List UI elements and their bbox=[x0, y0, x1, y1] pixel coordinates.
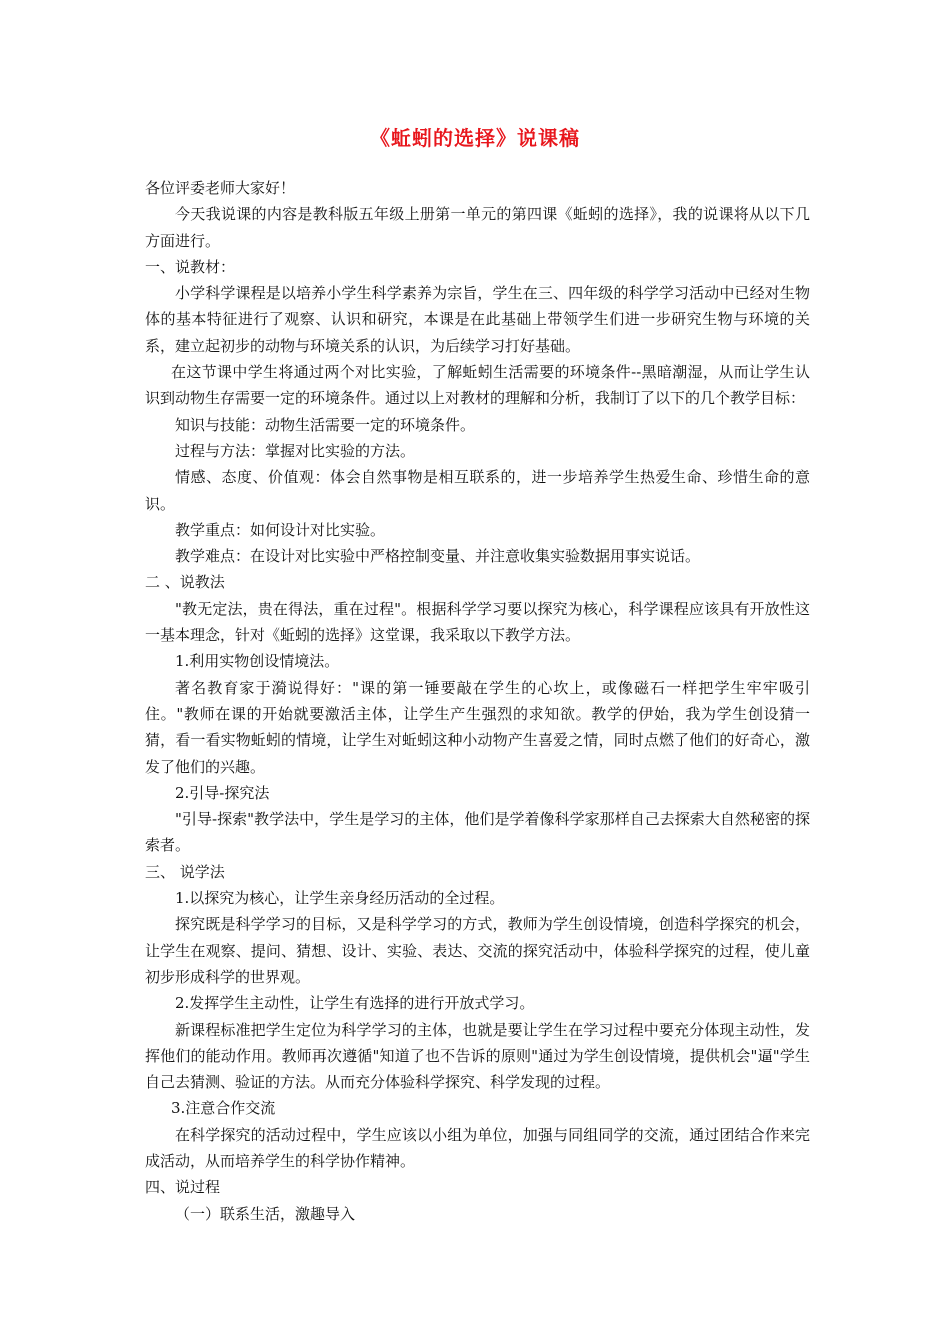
section-heading-1: 一、说教材： bbox=[145, 257, 236, 276]
paragraph: （一）联系生活，激趣导入 bbox=[175, 1204, 356, 1223]
paragraph: 过程与方法：掌握对比实验的方法。 bbox=[175, 441, 416, 460]
document-body bbox=[145, 175, 810, 1227]
paragraph: 在科学探究的活动过程中，学生应该以小组为单位，加强与同组同学的交流，通过团结合作来完成活动，从而培养学生的科学协作精神。 bbox=[145, 1125, 810, 1170]
paragraph: 教学重点：如何设计对比实验。 bbox=[175, 520, 386, 539]
paragraph: 探究既是科学学习的目标，又是科学学习的方式，教师为学生创设情境，创造科学探究的机会，让学生在观察、提问、猜想、设计、实验、表达、交流的探究活动中，体验科学探究的过程，使儿童初步形成科学的世界观。 bbox=[145, 915, 810, 986]
paragraph: "教无定法，贵在得法，重在过程"。根据科学学习要以探究为核心，科学课程应该具有开放性这一基本理念，针对《蚯蚓的选择》这堂课，我采取以下教学方法。 bbox=[145, 599, 810, 645]
paragraph: 在这节课中学生将通过两个对比实验，了解蚯蚓生活需要的环境条件--黑暗潮湿，从而让学生认识到动物生存需要一定的环境条件。通过以上对教材的理解和分析，我制订了以下的几个教学目标： bbox=[145, 363, 810, 408]
paragraph: 2.发挥学生主动性，让学生有选择的进行开放式学习。 bbox=[175, 994, 535, 1013]
intro-paragraph: 今天我说课的内容是教科版五年级上册第一单元的第四课《蚯蚓的选择》，我的说课将从以下几方面进行。 bbox=[145, 205, 810, 250]
paragraph: 3.注意合作交流 bbox=[171, 1099, 276, 1118]
greeting-paragraph: 各位评委老师大家好！ bbox=[145, 179, 296, 197]
paragraph: "引导-探索"教学法中，学生是学习的主体，他们是学着像科学家那样自己去探索大自然秘密的探索者。 bbox=[145, 810, 810, 855]
section-heading-3: 三、 说学法 bbox=[145, 862, 225, 881]
paragraph: 著名教育家于漪说得好："课的第一锤要敲在学生的心坎上，或像磁石一样把学生牢牢吸引住。"教师在课的开始就要激活主体，让学生产生强烈的求知欲。教学的伊始，我为学生创设猜一猜，看一看实物蚯蚓的情境，让学生对蚯蚓这种小动物产生喜爱之情，同时点燃了他们的好奇心，激发了他们的兴趣。 bbox=[145, 678, 810, 776]
document-title: 《蚯蚓的选择》说课稿 bbox=[370, 126, 580, 150]
section-heading-2: 二 、说教法 bbox=[145, 573, 225, 592]
paragraph: 新课程标准把学生定位为科学学习的主体，也就是要让学生在学习过程中要充分体现主动性，发挥他们的能动作用。教师再次遵循"知道了也不告诉的原则"通过为学生创设情境，提供机会"逼"学生自己去猜测、验证的方法。从而充分体验科学探究、科学发现的过程。 bbox=[145, 1020, 810, 1092]
paragraph: 教学难点：在设计对比实验中严格控制变量、并注意收集实验数据用事实说话。 bbox=[175, 547, 701, 566]
paragraph: 知识与技能：动物生活需要一定的环境条件。 bbox=[175, 415, 476, 434]
paragraph: 1.以探究为核心，让学生亲身经历活动的全过程。 bbox=[175, 889, 505, 908]
paragraph: 情感、态度、价值观：体会自然事物是相互联系的，进一步培养学生热爱生命、珍惜生命的意识。 bbox=[145, 468, 810, 513]
paragraph: 2.引导-探究法 bbox=[175, 783, 270, 802]
section-heading-4: 四、说过程 bbox=[145, 1178, 221, 1197]
paragraph: 1.利用实物创设情境法。 bbox=[175, 652, 340, 671]
paragraph: 小学科学课程是以培养小学生科学素养为宗旨，学生在三、四年级的科学学习活动中已经对生物体的基本特征进行了观察、认识和研究，本课是在此基础上带领学生们进一步研究生物与环境的关系，建立起初步的动物与环境关系的认识，为后续学习打好基础。 bbox=[145, 284, 810, 355]
